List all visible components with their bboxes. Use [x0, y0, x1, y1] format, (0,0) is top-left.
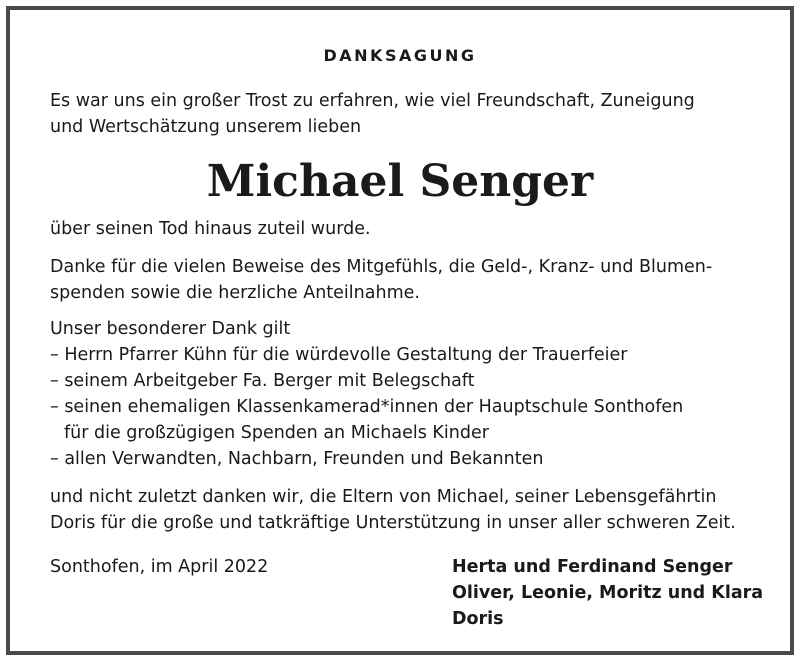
intro-paragraph [50, 88, 760, 140]
special-thanks-item-continuation: für die großzügigen Spenden an Michaels Kinder [64, 423, 489, 443]
place-date: Sonthofen, im April 2022 [50, 557, 269, 577]
closing-line: und nicht zuletzt danken wir, die Eltern von Michael, seiner Lebensgefährtin [50, 487, 717, 507]
after-name-line: über seinen Tod hinaus zuteil wurde. [50, 219, 371, 239]
special-thanks-section [50, 316, 760, 472]
special-thanks-item: – Herrn Pfarrer Kühn für die würdevolle Gestaltung der Trauerfeier [50, 345, 628, 365]
closing-paragraph [50, 484, 760, 536]
notice-heading: DANKSAGUNG [323, 46, 477, 65]
signer-line: Doris [452, 609, 504, 629]
intro-line: und Wertschätzung unserem lieben [50, 117, 362, 137]
thanks-paragraph [50, 254, 760, 306]
thanks-line: spenden sowie die herzliche Anteilnahme. [50, 283, 420, 303]
intro-line: Es war uns ein großer Trost zu erfahren, wie viel Freundschaft, Zuneigung [50, 91, 695, 111]
special-thanks-item: – seinem Arbeitgeber Fa. Berger mit Belegschaft [50, 371, 475, 391]
closing-line: Doris für die große und tatkräftige Unterstützung in unser aller schweren Zeit. [50, 513, 736, 533]
signer-line: Herta und Ferdinand Senger [452, 557, 733, 577]
after-name-paragraph [50, 216, 760, 242]
notice-frame [6, 6, 794, 655]
deceased-name: Michael Senger [206, 156, 594, 207]
special-thanks-item: – allen Verwandten, Nachbarn, Freunden und Bekannten [50, 449, 544, 469]
signers-block [452, 554, 763, 632]
thanks-line: Danke für die vielen Beweise des Mitgefühls, die Geld-, Kranz- und Blumen- [50, 257, 713, 277]
signer-line: Oliver, Leonie, Moritz und Klara [452, 583, 764, 603]
special-thanks-item: – seinen ehemaligen Klassenkamerad*innen der Hauptschule Sonthofen [50, 397, 684, 417]
special-thanks-intro: Unser besonderer Dank gilt [50, 319, 291, 339]
